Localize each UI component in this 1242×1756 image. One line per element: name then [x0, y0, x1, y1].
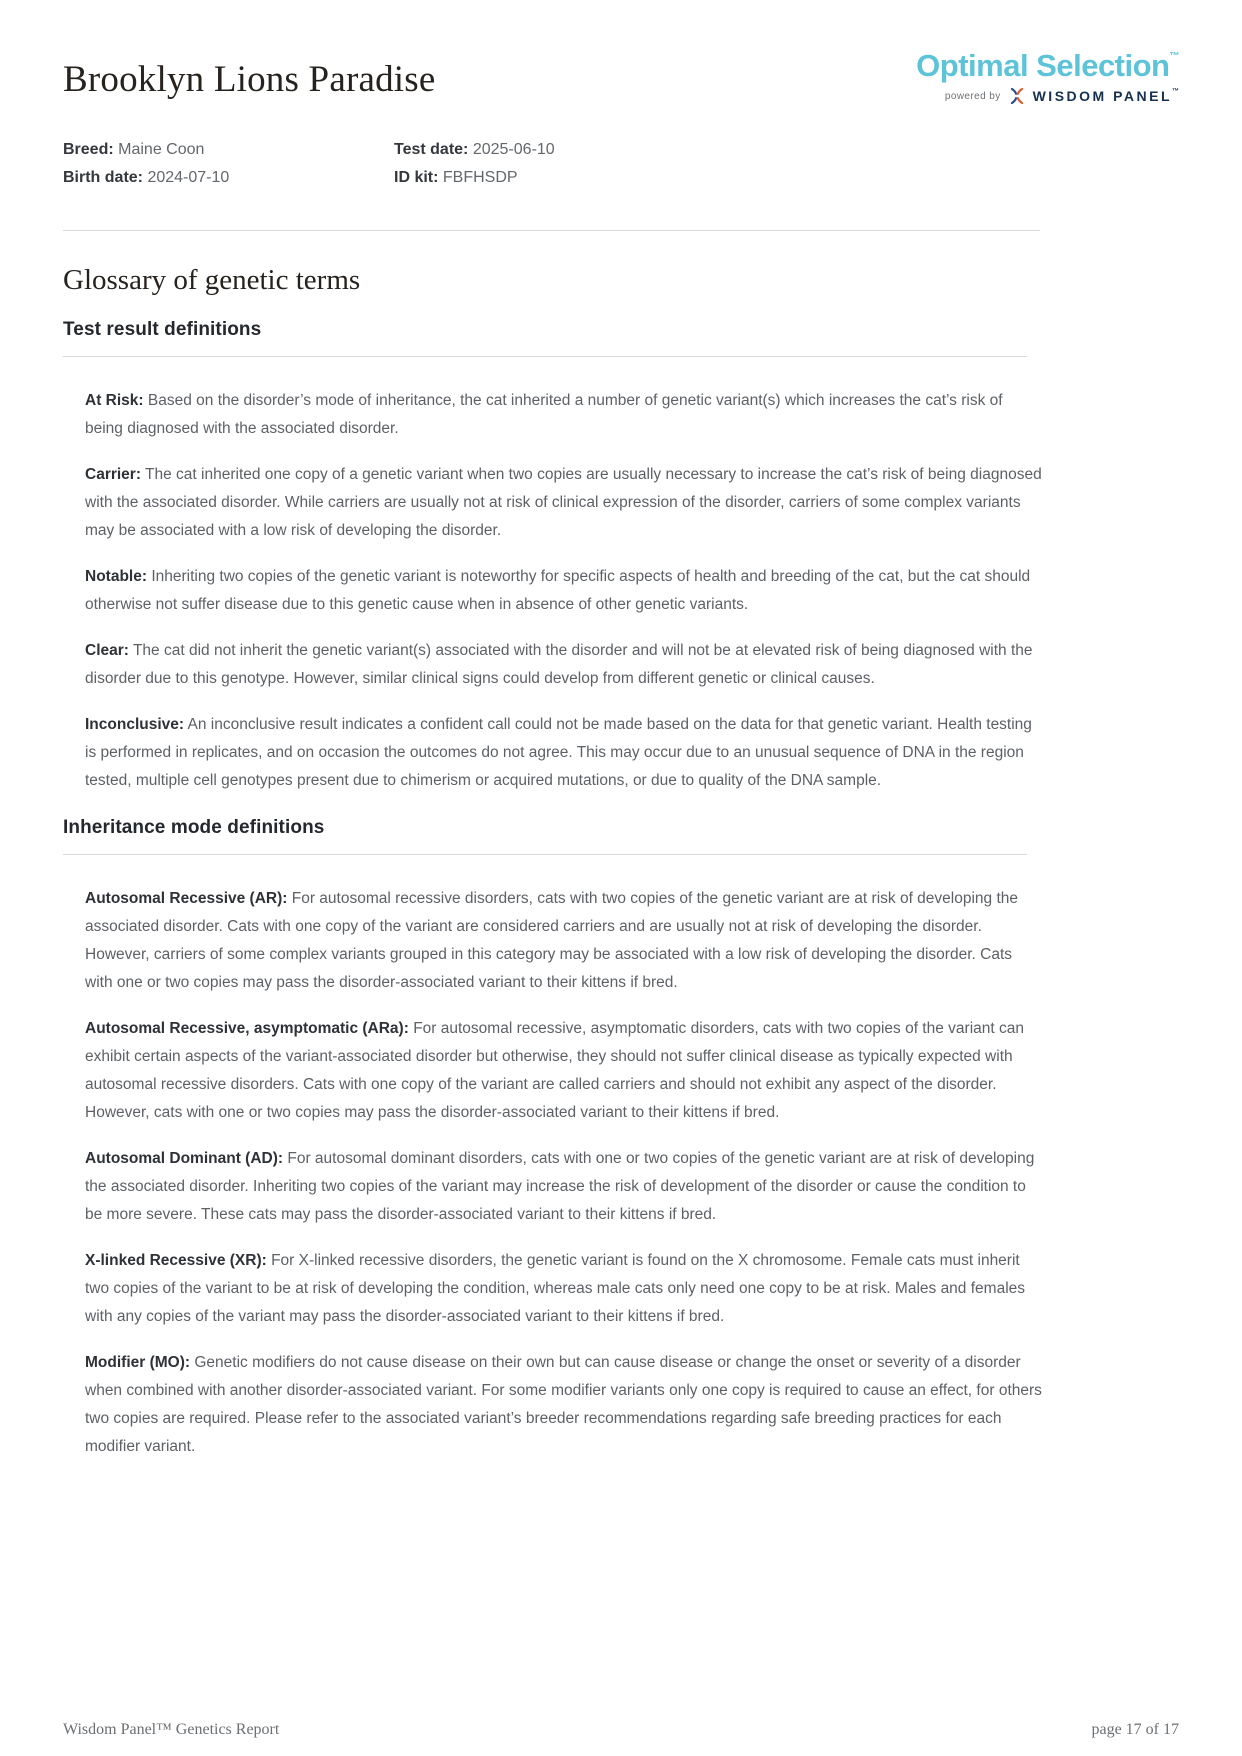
section-test-result-definitions	[63, 319, 1179, 795]
definition-text: For autosomal recessive disorders, cats with two copies of the genetic variant are at risk of developing the associated disorder. Cats with one copy of the variant are considered carriers and are usually not at risk of developing the disorder. However, carriers of some complex variants grouped in this category may be associated with a low risk of developing the disorder. Cats with one or two copies may pass the disorder-associated variant to their kittens if bred.	[85, 890, 1019, 991]
definition-term: Notable:	[85, 568, 147, 585]
definition-text: For autosomal dominant disorders, cats with one or two copies of the genetic variant are at risk of developing the associated disorder. Inheriting two copies of the variant may increase the risk of development of the disorder or cause the condition to be more severe. These cats may pass the disorder-associated variant to their kittens if bred.	[85, 1150, 1035, 1223]
section-heading: Inheritance mode definitions	[63, 817, 325, 838]
definitions-list	[85, 357, 1042, 795]
definition-text: An inconclusive result indicates a confident call could not be made based on the data for that genetic variant. Health testing is performed in replicates, and on occasion the outcomes do not agree. This may occur due to an unusual sequence of DNA in the region tested, multiple cell genotypes present due to chimerism or acquired mutations, or due to quality of the DNA sample.	[85, 716, 1032, 789]
pet-name-title: Brooklyn Lions Paradise	[63, 59, 436, 100]
test-date-value: 2025-06-10	[472, 141, 555, 158]
test-date-field	[394, 140, 1179, 159]
definition-item	[85, 885, 1042, 997]
definition-item	[85, 1349, 1042, 1461]
definition-item	[85, 711, 1042, 795]
definition-text: Genetic modifiers do not cause disease on their own but can cause disease or change the onset or severity of a disorder when combined with another disorder-associated variant. For some modifier variants only one copy is required to cause an effect, for others two copies are required. Please refer to the associated variant’s breeder recommendations regarding safe breeding practices for each modifier variant.	[85, 1354, 1042, 1455]
powered-by-row	[916, 88, 1179, 104]
footer-page-number: page 17 of 17	[1091, 1721, 1179, 1738]
definition-term: Clear:	[85, 642, 129, 659]
footer-report-name: Wisdom Panel™ Genetics Report	[63, 1721, 280, 1738]
definition-text: Based on the disorder’s mode of inheritance, the cat inherited a number of genetic variant(s) which increases the cat’s risk of being diagnosed with the associated disorder.	[85, 392, 1003, 437]
definition-item	[85, 1145, 1042, 1229]
birth-date-label: Birth date:	[63, 169, 143, 186]
glossary-heading: Glossary of genetic terms	[63, 264, 361, 296]
optimal-selection-text: Optimal Selection	[916, 48, 1170, 83]
birth-date-value: 2024-07-10	[147, 169, 230, 186]
section-heading: Test result definitions	[63, 319, 262, 340]
definition-term: Modifier (MO):	[85, 1354, 191, 1371]
id-kit-label: ID kit:	[394, 169, 439, 186]
definition-term: Carrier:	[85, 466, 141, 483]
section-inheritance-mode-definitions	[63, 817, 1179, 1461]
wisdom-panel-text: WISDOM PANEL	[1032, 88, 1172, 104]
definition-text: The cat inherited one copy of a genetic variant when two copies are usually necessary to increase the cat’s risk of being diagnosed with the associated disorder. While carriers are usually not at risk of clinical expression of the disorder, carriers of some complex variants may be associated with a low risk of developing the disorder.	[85, 466, 1042, 539]
test-date-label: Test date:	[394, 141, 469, 158]
definition-term: Autosomal Dominant (AD):	[85, 1150, 284, 1167]
header-divider	[63, 230, 1040, 231]
wisdom-trademark-symbol: ™	[1172, 88, 1179, 95]
wisdom-panel-helix-icon	[1009, 88, 1025, 104]
definition-item	[85, 1247, 1042, 1331]
breed-field	[63, 140, 394, 159]
definition-item	[85, 1015, 1042, 1127]
id-kit-value: FBFHSDP	[442, 169, 518, 186]
definition-term: At Risk:	[85, 392, 144, 409]
definitions-list	[85, 855, 1042, 1461]
definition-term: Autosomal Recessive (AR):	[85, 890, 288, 907]
breed-label: Breed:	[63, 141, 114, 158]
definition-term: Autosomal Recessive, asymptomatic (ARa):	[85, 1020, 409, 1037]
id-kit-field	[394, 168, 1179, 187]
definition-item	[85, 637, 1042, 693]
page-footer	[63, 1721, 1179, 1739]
definition-item	[85, 461, 1042, 545]
definition-text: For autosomal recessive, asymptomatic disorders, cats with two copies of the variant can exhibit certain aspects of the variant-associated disorder but otherwise, they should not suffer clinical disease as typically expected with autosomal recessive disorders. Cats with one copy of the variant are called carriers and should not exhibit any aspect of the disorder. However, cats with one or two copies may pass the disorder-associated variant to their kittens if bred.	[85, 1020, 1024, 1121]
definition-item	[85, 563, 1042, 619]
pet-meta-block	[63, 140, 1179, 187]
definition-term: Inconclusive:	[85, 716, 185, 733]
wisdom-panel-wordmark	[1033, 88, 1179, 104]
definition-item	[85, 387, 1042, 443]
definition-text: Inheriting two copies of the genetic variant is noteworthy for specific aspects of health and breeding of the cat, but the cat should otherwise not suffer disease due to this genetic cause when in absence of other genetic variants.	[85, 568, 1031, 613]
definition-term: X-linked Recessive (XR):	[85, 1252, 267, 1269]
definition-text: The cat did not inherit the genetic variant(s) associated with the disorder and will not be at elevated risk of being diagnosed with the disorder due to this genotype. However, similar clinical signs could develop from different genetic or clinical causes.	[85, 642, 1033, 687]
breed-value: Maine Coon	[118, 141, 205, 158]
definition-text: For X-linked recessive disorders, the genetic variant is found on the X chromosome. Female cats must inherit two copies of the variant to be at risk of developing the condition, whereas male cats only need one copy to be at risk. Males and females with any copies of the variant may pass the disorder-associated variant to their kittens if bred.	[85, 1252, 1026, 1325]
optimal-selection-wordmark	[916, 50, 1179, 81]
powered-by-label: powered by	[944, 90, 1001, 102]
birth-date-field	[63, 168, 394, 187]
page-header	[63, 0, 1179, 104]
brand-logo	[916, 50, 1179, 104]
trademark-symbol: ™	[1169, 51, 1179, 62]
